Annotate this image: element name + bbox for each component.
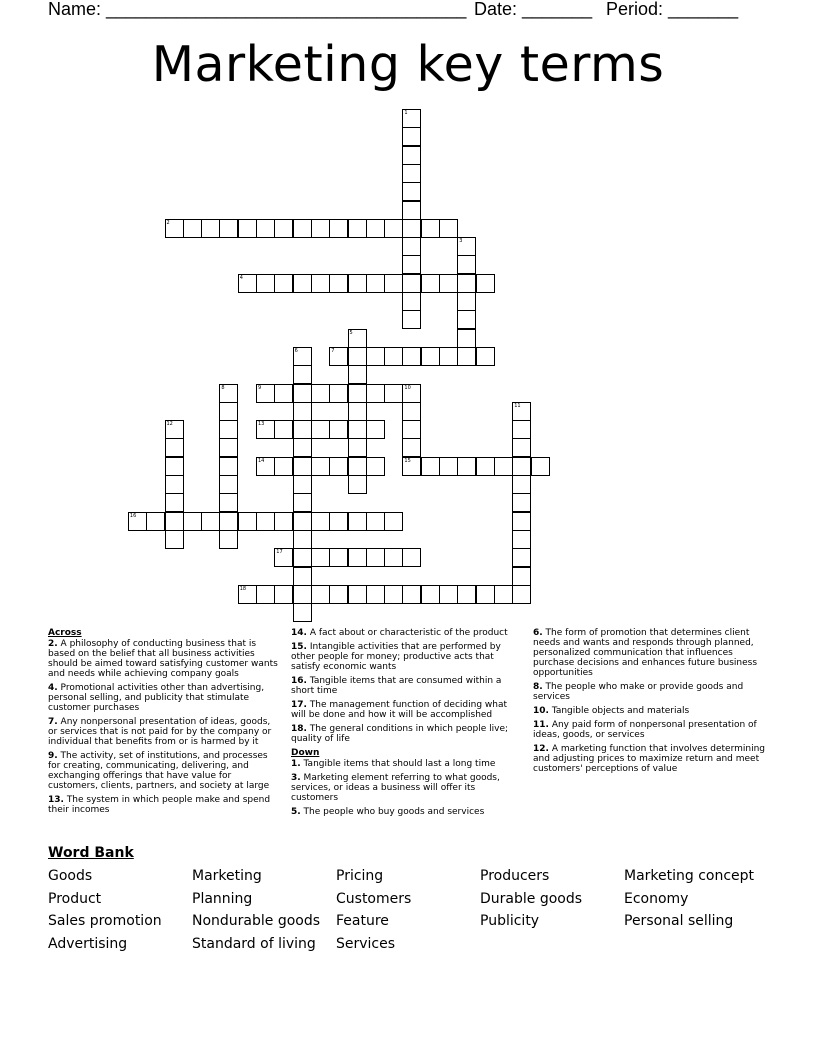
clue-9-across: 9. The activity, set of institutions, and processes for creating, communicating, delivering, and exchanging offerings that have value for customers, clients, partners, and society at large (48, 751, 270, 791)
crossword-cell[interactable] (293, 567, 312, 586)
crossword-cell[interactable] (512, 420, 531, 439)
crossword-cell[interactable] (165, 530, 184, 549)
crossword-cell[interactable] (293, 438, 312, 457)
crossword-cell[interactable] (439, 274, 458, 293)
crossword-cell[interactable] (402, 237, 421, 256)
crossword-cell[interactable] (238, 219, 257, 238)
clue-number: 2 (166, 219, 170, 226)
crossword-cell[interactable] (457, 310, 476, 329)
crossword-cell[interactable] (494, 585, 513, 604)
crossword-cell[interactable] (402, 548, 421, 567)
crossword-cell[interactable] (348, 475, 367, 494)
crossword-cell[interactable] (476, 457, 495, 476)
clue-number: 14 (258, 457, 265, 464)
crossword-cell[interactable] (256, 274, 275, 293)
crossword-cell[interactable] (402, 164, 421, 183)
clue-15-across: 15. Intangible activities that are performed by other people for money; productive acts that satisfy economic wants (291, 642, 501, 672)
crossword-cell[interactable] (384, 384, 403, 403)
crossword-cell[interactable] (402, 292, 421, 311)
crossword-cell[interactable] (348, 365, 367, 384)
crossword-cell[interactable] (476, 347, 495, 366)
clue-17-across: 17. The management function of deciding what will be done and how it will be accomplished (291, 700, 508, 720)
word-bank-item: Feature (336, 913, 389, 929)
date-field[interactable]: Date: _______ (474, 0, 593, 19)
crossword-cell[interactable] (531, 457, 550, 476)
crossword-cell[interactable] (402, 347, 421, 366)
clue-18-across: 18. The general conditions in which people live; quality of life (291, 724, 509, 744)
crossword-cell[interactable] (293, 347, 312, 366)
crossword-cell[interactable] (512, 585, 531, 604)
clue-number: 17 (276, 549, 283, 556)
across-heading: Across (48, 628, 82, 638)
crossword-cell[interactable] (219, 420, 238, 439)
crossword-cell[interactable] (274, 219, 293, 238)
page-title: Marketing key terms (151, 36, 665, 93)
crossword-cell[interactable] (274, 420, 293, 439)
crossword-cell[interactable] (402, 127, 421, 146)
crossword-cell[interactable] (512, 402, 531, 421)
crossword-cell[interactable] (384, 274, 403, 293)
crossword-cell[interactable] (366, 585, 385, 604)
crossword-cell[interactable] (348, 512, 367, 531)
crossword-cell[interactable] (402, 201, 421, 220)
crossword-cell[interactable] (512, 567, 531, 586)
crossword-cell[interactable] (293, 475, 312, 494)
crossword-cell[interactable] (146, 512, 165, 531)
crossword-cell[interactable] (311, 420, 330, 439)
word-bank-item: Economy (624, 891, 689, 907)
crossword-cell[interactable] (219, 402, 238, 421)
word-bank-title: Word Bank (48, 845, 134, 861)
crossword-cell[interactable] (348, 402, 367, 421)
crossword-cell[interactable] (165, 457, 184, 476)
crossword-cell[interactable] (384, 512, 403, 531)
crossword-cell[interactable] (293, 274, 312, 293)
clue-number: 10 (404, 384, 411, 391)
crossword-cell[interactable] (219, 438, 238, 457)
crossword-cell[interactable] (274, 457, 293, 476)
crossword-cell[interactable] (293, 493, 312, 512)
crossword-cell[interactable] (384, 585, 403, 604)
crossword-cell[interactable] (512, 493, 531, 512)
crossword-cell[interactable] (348, 219, 367, 238)
clue-2-across: 2. A philosophy of conducting business that is based on the belief that all business activities should be aimed toward satisfying customer wants and needs while achieving company goals (48, 639, 278, 679)
crossword-cell[interactable] (348, 347, 367, 366)
crossword-cell[interactable] (457, 292, 476, 311)
crossword-cell[interactable] (274, 548, 293, 567)
crossword-cell[interactable] (457, 347, 476, 366)
crossword-cell[interactable] (494, 457, 513, 476)
crossword-cell[interactable] (512, 457, 531, 476)
crossword-cell[interactable] (457, 274, 476, 293)
crossword-cell[interactable] (311, 384, 330, 403)
crossword-cell[interactable] (219, 457, 238, 476)
word-bank-item: Personal selling (624, 913, 734, 929)
crossword-cell[interactable] (219, 512, 238, 531)
crossword-cell[interactable] (293, 219, 312, 238)
crossword-cell[interactable] (457, 255, 476, 274)
clue-3-down: 3. Marketing element referring to what goods, services, or ideas a business will offer its customers (291, 773, 500, 803)
crossword-cell[interactable] (366, 512, 385, 531)
crossword-cell[interactable] (457, 237, 476, 256)
crossword-cell[interactable] (366, 347, 385, 366)
crossword-cell[interactable] (128, 512, 147, 531)
clue-7-across: 7. Any nonpersonal presentation of ideas, goods, or services that is not paid for by the company or individual that benefits from or is harmed by it (48, 717, 272, 747)
crossword-cell[interactable] (402, 457, 421, 476)
clue-number: 1 (404, 110, 408, 116)
crossword-cell[interactable] (421, 219, 440, 238)
crossword-cell[interactable] (402, 146, 421, 165)
crossword-cell[interactable] (402, 109, 421, 128)
clue-number: 8 (221, 384, 225, 391)
crossword-cell[interactable] (457, 457, 476, 476)
clue-number: 5 (349, 329, 353, 336)
crossword-cell[interactable] (348, 329, 367, 348)
clues-column-2 (291, 628, 521, 821)
crossword-cell[interactable] (348, 457, 367, 476)
crossword-cell[interactable] (402, 274, 421, 293)
clue-12-down: 12. A marketing function that involves determining and adjusting prices to maximize return and meet customers' perceptions of value (533, 744, 766, 774)
crossword-cell[interactable] (329, 457, 348, 476)
clue-1-down: 1. Tangible items that should last a long time (291, 759, 496, 769)
crossword-cell[interactable] (366, 548, 385, 567)
crossword-cell[interactable] (219, 219, 238, 238)
crossword-cell[interactable] (274, 384, 293, 403)
crossword-cell[interactable] (421, 585, 440, 604)
crossword-cell[interactable] (219, 475, 238, 494)
crossword-cell[interactable] (165, 219, 184, 238)
word-bank-item: Planning (192, 891, 253, 907)
crossword-cell[interactable] (329, 548, 348, 567)
word-bank-item: Publicity (480, 913, 540, 929)
crossword-cell[interactable] (311, 457, 330, 476)
word-bank-item: Pricing (336, 868, 384, 884)
crossword-cell[interactable] (165, 512, 184, 531)
crossword-cell[interactable] (238, 512, 257, 531)
crossword-cell[interactable] (512, 512, 531, 531)
crossword-cell[interactable] (201, 512, 220, 531)
clue-number: 18 (239, 585, 247, 592)
crossword-cell[interactable] (457, 329, 476, 348)
word-bank-item: Nondurable goods (192, 913, 321, 929)
clue-8-down: 8. The people who make or provide goods and services (533, 682, 744, 702)
crossword-cell[interactable] (293, 420, 312, 439)
crossword-cell[interactable] (311, 219, 330, 238)
crossword-cell[interactable] (348, 384, 367, 403)
crossword-cell[interactable] (183, 219, 202, 238)
crossword-cell[interactable] (329, 384, 348, 403)
period-field[interactable]: Period: _______ (606, 0, 739, 19)
clue-5-down: 5. The people who buy goods and services (291, 807, 485, 817)
word-bank-item: Sales promotion (48, 913, 162, 929)
crossword-cell[interactable] (366, 384, 385, 403)
crossword-cell[interactable] (384, 548, 403, 567)
crossword-cell[interactable] (329, 420, 348, 439)
crossword-cell[interactable] (293, 457, 312, 476)
crossword-cell[interactable] (402, 384, 421, 403)
crossword-cell[interactable] (256, 420, 275, 439)
crossword-cell[interactable] (439, 585, 458, 604)
clue-number: 6 (294, 347, 298, 354)
crossword-cell[interactable] (165, 475, 184, 494)
clues-column-3 (533, 628, 769, 778)
crossword-cell[interactable] (329, 585, 348, 604)
word-bank-item: Product (48, 891, 102, 907)
crossword-cell[interactable] (219, 384, 238, 403)
crossword-cell[interactable] (366, 420, 385, 439)
clue-number: 16 (129, 512, 137, 519)
word-bank-item: Marketing concept (624, 868, 755, 884)
crossword-cell[interactable] (293, 548, 312, 567)
crossword-cell[interactable] (256, 219, 275, 238)
crossword-cell[interactable] (165, 438, 184, 457)
crossword-cell[interactable] (366, 274, 385, 293)
crossword-cell[interactable] (348, 274, 367, 293)
crossword-cell[interactable] (402, 219, 421, 238)
word-bank-item: Customers (336, 891, 412, 907)
crossword-cell[interactable] (293, 585, 312, 604)
crossword-cell[interactable] (439, 347, 458, 366)
crossword-cell[interactable] (384, 219, 403, 238)
clue-number: 3 (459, 238, 463, 245)
crossword-cell[interactable] (274, 585, 293, 604)
clue-number: 13 (258, 421, 265, 428)
crossword-cell[interactable] (219, 530, 238, 549)
crossword-cell[interactable] (421, 274, 440, 293)
crossword-cell[interactable] (384, 347, 403, 366)
crossword-cell[interactable] (293, 530, 312, 549)
crossword-cell[interactable] (348, 420, 367, 439)
crossword-cell[interactable] (165, 420, 184, 439)
crossword-cell[interactable] (457, 585, 476, 604)
word-bank-item: Durable goods (480, 891, 583, 907)
crossword-cell[interactable] (329, 347, 348, 366)
crossword-cell[interactable] (348, 585, 367, 604)
crossword-cell[interactable] (329, 274, 348, 293)
crossword-cell[interactable] (311, 585, 330, 604)
crossword-cell[interactable] (366, 219, 385, 238)
word-bank-item: Services (336, 936, 396, 952)
crossword-cell[interactable] (402, 402, 421, 421)
name-field[interactable]: Name: ____________________________________ (48, 0, 467, 19)
crossword-cell[interactable] (402, 585, 421, 604)
crossword-cell[interactable] (311, 274, 330, 293)
clue-6-down: 6. The form of promotion that determines client needs and wants and responds through planned, personalized communication that influences purchase decisions and enhances future business opportunities (533, 628, 758, 678)
crossword-cell[interactable] (402, 310, 421, 329)
crossword-cell[interactable] (311, 512, 330, 531)
crossword-cell[interactable] (238, 585, 257, 604)
clue-number: 7 (331, 347, 335, 354)
crossword-cell[interactable] (329, 219, 348, 238)
crossword-cell[interactable] (293, 384, 312, 403)
clue-number: 12 (166, 421, 173, 428)
crossword-cell[interactable] (421, 347, 440, 366)
clue-14-across: 14. A fact about or characteristic of the product (291, 628, 508, 638)
crossword-cell[interactable] (165, 493, 184, 512)
crossword-cell[interactable] (348, 548, 367, 567)
crossword-cell[interactable] (256, 457, 275, 476)
crossword-cell[interactable] (201, 219, 220, 238)
clue-number: 9 (258, 384, 262, 391)
clues-column-1 (48, 628, 280, 819)
crossword-cell[interactable] (183, 512, 202, 531)
crossword-cell[interactable] (348, 438, 367, 457)
clue-number: 4 (239, 274, 243, 281)
crossword-cell[interactable] (329, 512, 348, 531)
crossword-cell[interactable] (512, 475, 531, 494)
word-bank-item: Advertising (48, 936, 128, 952)
clue-10-down: 10. Tangible objects and materials (533, 706, 690, 716)
crossword-cell[interactable] (402, 438, 421, 457)
crossword-cell[interactable] (402, 182, 421, 201)
crossword-cell[interactable] (512, 530, 531, 549)
crossword-cell[interactable] (439, 457, 458, 476)
crossword-cell[interactable] (274, 512, 293, 531)
crossword-cell[interactable] (293, 512, 312, 531)
word-bank-item: Marketing (192, 868, 262, 884)
crossword-cell[interactable] (293, 402, 312, 421)
crossword-cell[interactable] (476, 585, 495, 604)
crossword-cell[interactable] (219, 493, 238, 512)
crossword-cell[interactable] (293, 365, 312, 384)
clue-11-down: 11. Any paid form of nonpersonal presentation of ideas, goods, or services (533, 720, 757, 740)
crossword-cell[interactable] (512, 548, 531, 567)
clue-13-across: 13. The system in which people make and spend their incomes (48, 795, 271, 815)
word-bank-item: Goods (48, 868, 93, 884)
word-bank-item: Standard of living (192, 936, 316, 952)
crossword-cell[interactable] (402, 255, 421, 274)
clue-16-across: 16. Tangible items that are consumed within a short time (291, 676, 502, 696)
crossword-cell[interactable] (366, 457, 385, 476)
crossword-cell[interactable] (402, 420, 421, 439)
crossword-cell[interactable] (238, 274, 257, 293)
crossword-cell[interactable] (512, 438, 531, 457)
word-bank-item: Producers (480, 868, 550, 884)
clue-number: 11 (514, 402, 521, 409)
crossword-cell[interactable] (293, 603, 312, 622)
crossword-cell[interactable] (311, 548, 330, 567)
crossword-cell[interactable] (256, 384, 275, 403)
crossword-cell[interactable] (256, 512, 275, 531)
crossword-cell[interactable] (439, 219, 458, 238)
crossword-cell[interactable] (274, 274, 293, 293)
crossword-cell[interactable] (421, 457, 440, 476)
clue-number: 15 (404, 457, 411, 464)
down-heading: Down (291, 748, 320, 758)
crossword-cell[interactable] (256, 585, 275, 604)
crossword-cell[interactable] (476, 274, 495, 293)
clue-4-across: 4. Promotional activities other than advertising, personal selling, and publicity that stimulate customer purchases (48, 683, 265, 713)
